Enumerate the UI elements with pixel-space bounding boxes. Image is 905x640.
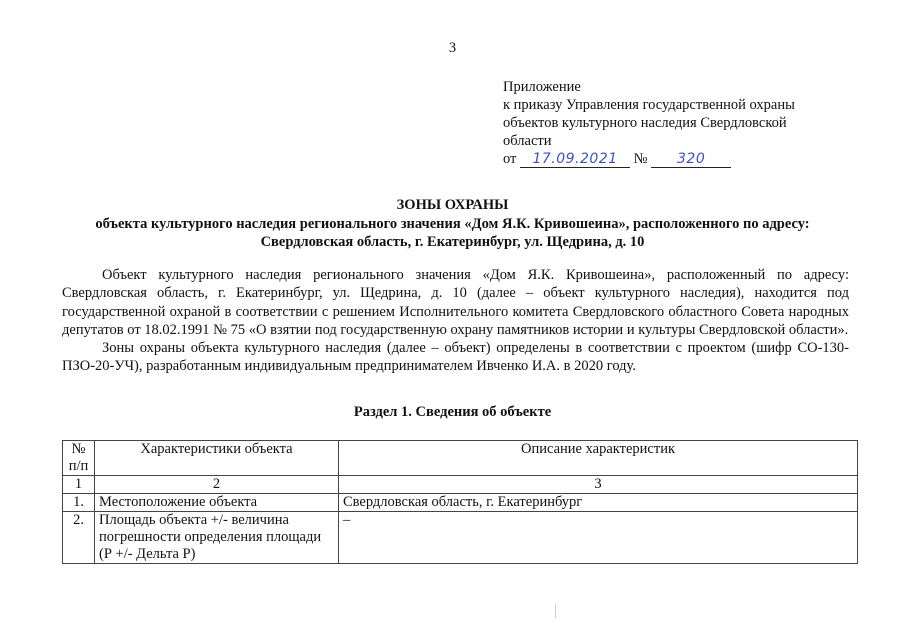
page-number: 3 — [448, 40, 457, 56]
document-heading — [40, 196, 865, 252]
order-number: 320 — [651, 151, 731, 168]
numbering-cell: 3 — [339, 476, 858, 494]
scan-artifact — [555, 604, 556, 618]
paragraph: Объект культурного наследия регионального значения «Дом Я.К. Кривошеина», расположенный по адресу: Свердловская область, г. Екатеринбург, ул. Щедрина, д. 10 (далее – объект культурного наследия), находится под государственной охраной в соответствии с решением Исполнительного комитета Свердловского областного Совета народных депутатов от 18.02.1991 № 75 «О взятии под государственную охрану памятников истории и культуры Свердловской области». — [62, 267, 849, 338]
row-characteristic: Площадь объекта +/- величина погрешности определения площади (Р +/- Дельта Р) — [95, 512, 339, 564]
table-row — [63, 494, 858, 512]
heading-address: Свердловская область, г. Екатеринбург, ул. Щедрина, д. 10 — [260, 234, 645, 250]
appendix-block — [503, 78, 823, 168]
row-description: Свердловская область, г. Екатеринбург — [339, 494, 858, 512]
table-numbering-row — [63, 476, 858, 494]
section-title: Раздел 1. Сведения об объекте — [353, 404, 552, 420]
number-prefix: № — [633, 151, 648, 167]
characteristics-table — [62, 440, 858, 564]
paragraph: Зоны охраны объекта культурного наследия (далее – объект) определены в соответствии с проектом (шифр СО-130-ПЗО-20-УЧ), разработанным индивидуальным предпринимателем Ивченко И.А. в 2020 году. — [62, 340, 849, 375]
body-text — [62, 266, 849, 376]
numbering-cell: 1 — [63, 476, 95, 494]
row-number: 2. — [63, 512, 95, 564]
appendix-line: объектов культурного наследия Свердловской — [503, 115, 787, 131]
order-date: 17.09.2021 — [520, 151, 630, 168]
row-description: – — [339, 512, 858, 564]
header-number: № п/п — [63, 441, 95, 476]
appendix-line: к приказу Управления государственной охраны — [503, 97, 795, 113]
table-row — [63, 512, 858, 564]
header-description: Описание характеристик — [339, 441, 858, 476]
table-header-row — [63, 441, 858, 476]
date-prefix: от — [503, 151, 517, 167]
appendix-line: области — [503, 133, 552, 149]
appendix-line: Приложение — [503, 79, 581, 95]
header-characteristic: Характеристики объекта — [95, 441, 339, 476]
numbering-cell: 2 — [95, 476, 339, 494]
appendix-date-line — [503, 150, 823, 168]
row-characteristic: Местоположение объекта — [95, 494, 339, 512]
heading-title: ЗОНЫ ОХРАНЫ — [396, 197, 509, 213]
row-number: 1. — [63, 494, 95, 512]
heading-subtitle: объекта культурного наследия регионального значения «Дом Я.К. Кривошеина», расположенного по адресу: — [95, 215, 810, 232]
